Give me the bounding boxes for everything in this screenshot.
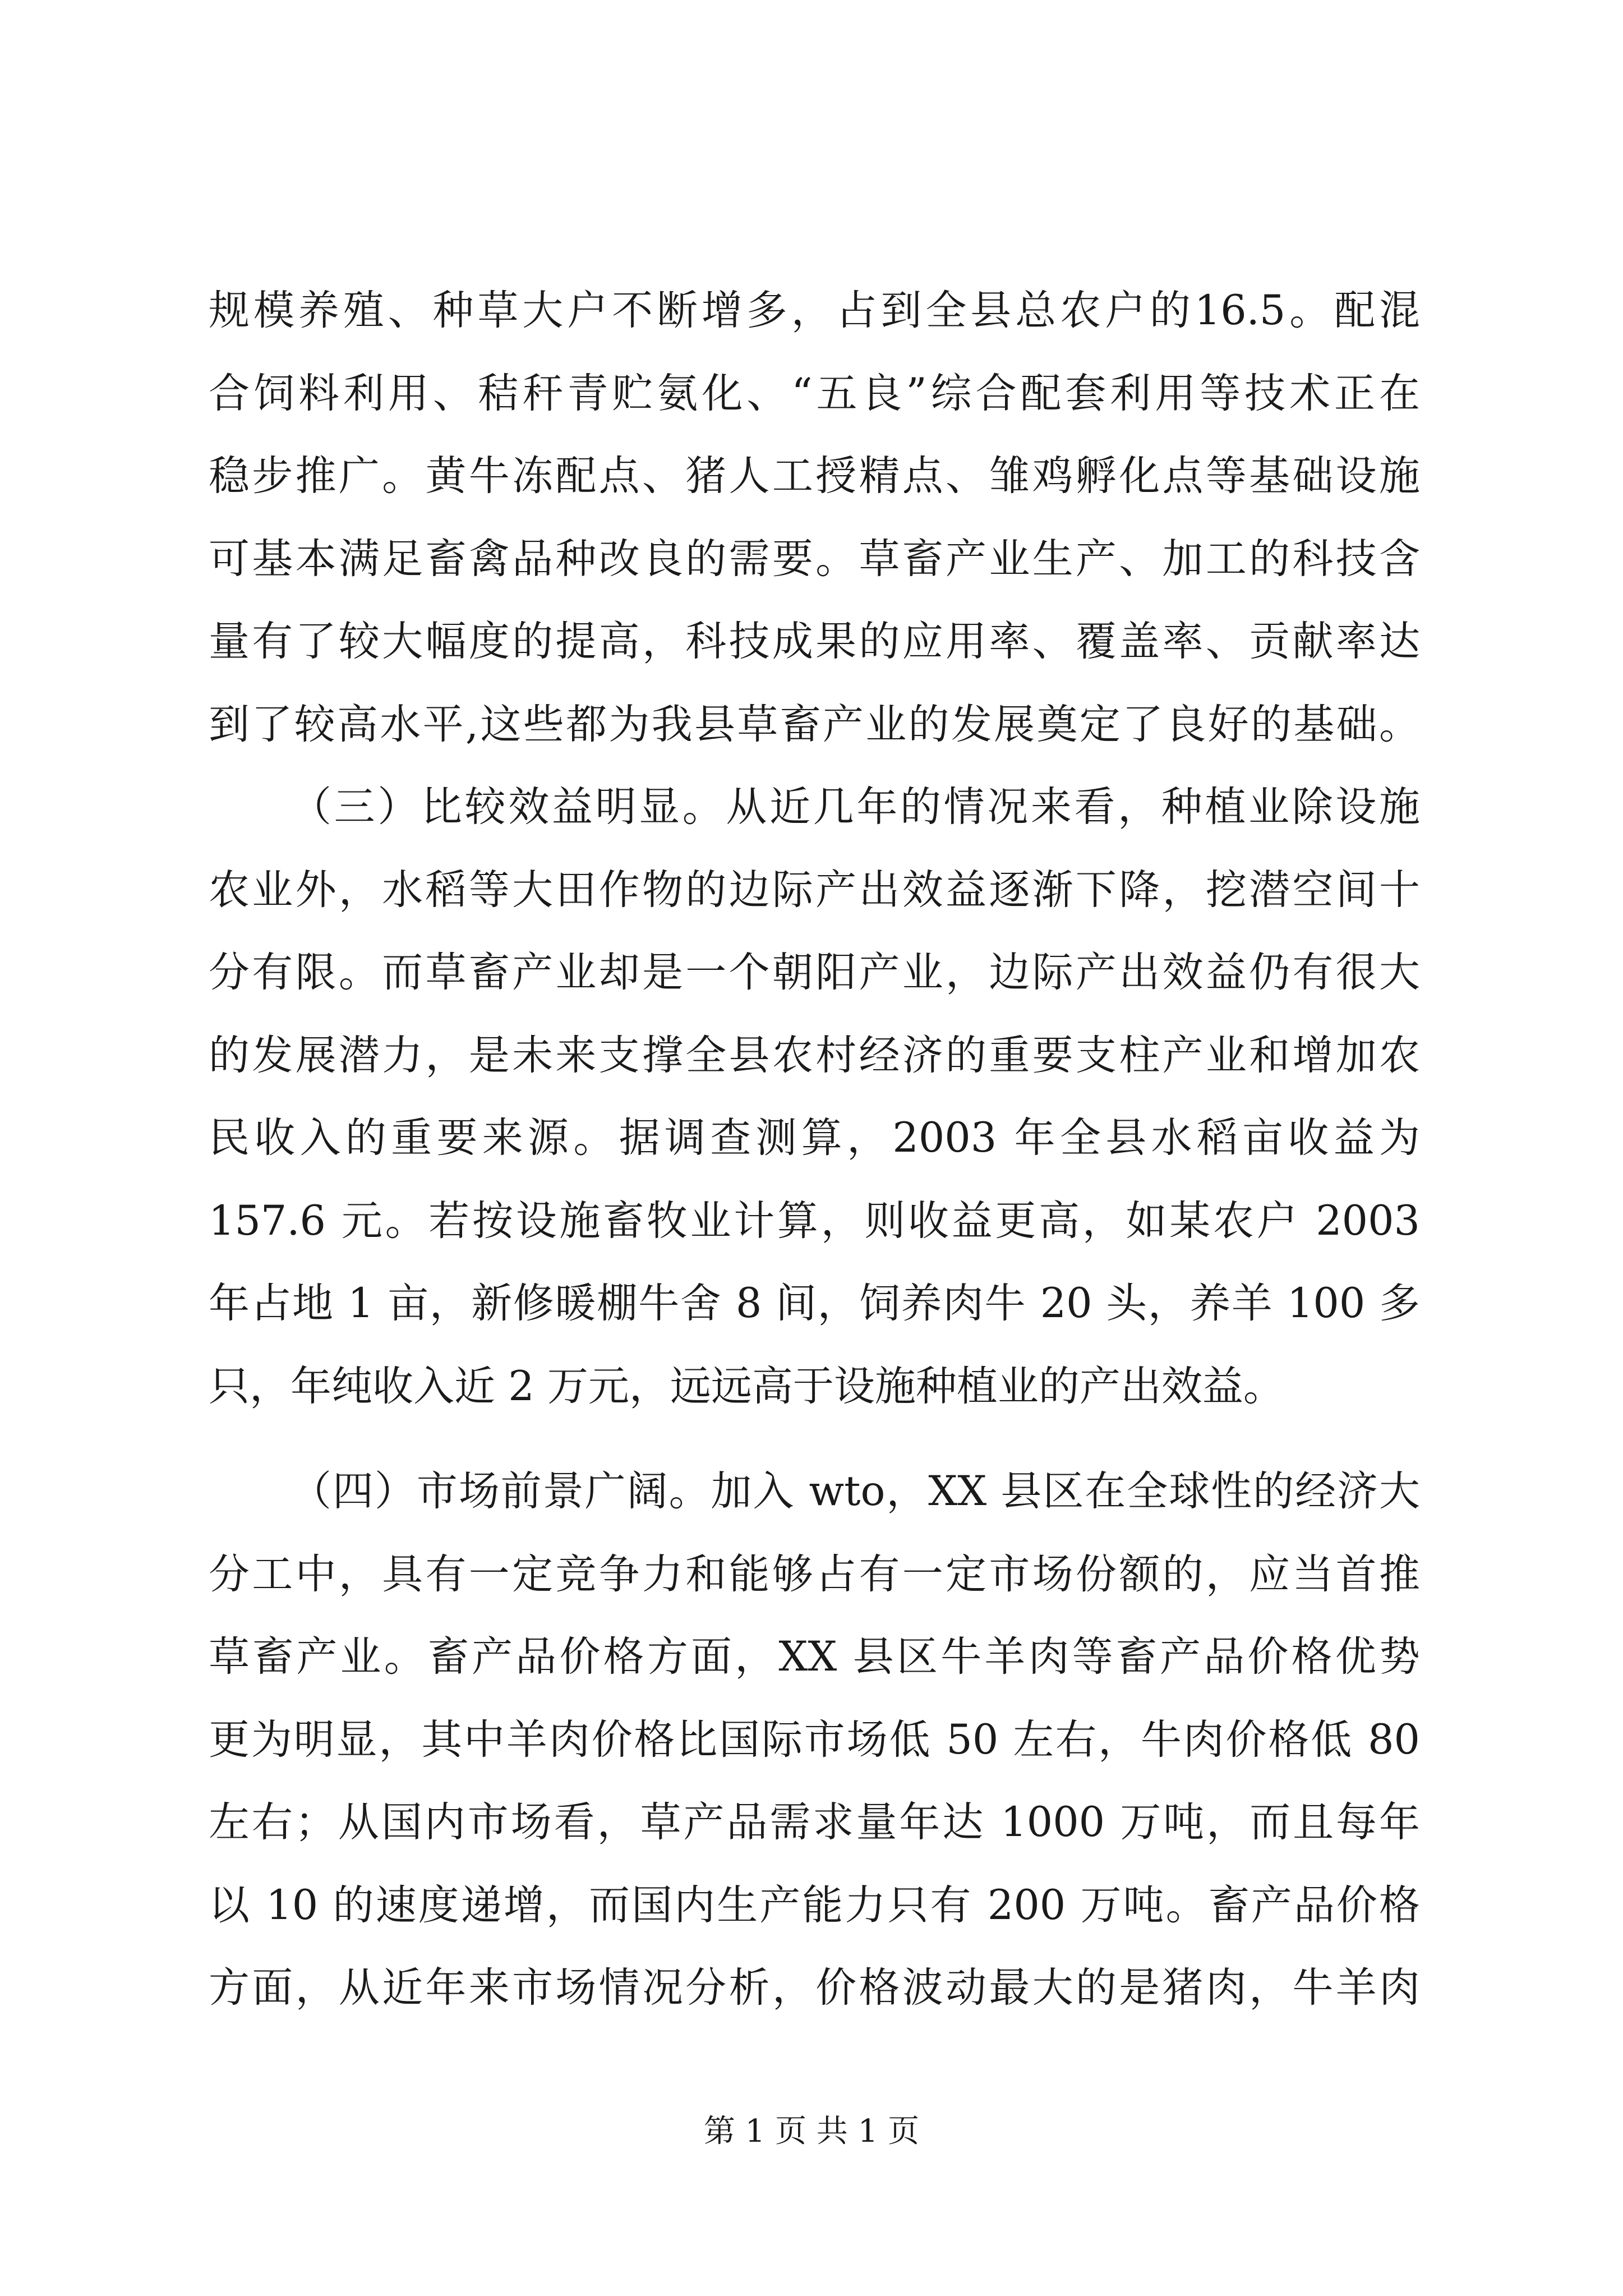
text-line: 分有限。而草畜产业却是一个朝阳产业，边际产出效益仍有很大 bbox=[209, 949, 1420, 996]
text-line: 157.6 元。若按设施畜牧业计算，则收益更高，如某农户 2003 bbox=[209, 1197, 1420, 1245]
text-line: 的发展潜力，是未来支撑全县农村经济的重要支柱产业和增加农 bbox=[209, 1031, 1420, 1079]
text-line: 民收入的重要来源。据调查测算，2003 年全县水稻亩收益为 bbox=[209, 1114, 1420, 1162]
text-line: 到了较高水平,这些都为我县草畜产业的发展奠定了良好的基础。 bbox=[209, 700, 1420, 748]
text-line: 分工中，具有一定竞争力和能够占有一定市场份额的，应当首推 bbox=[209, 1550, 1420, 1598]
paragraph-heading-three: （三）比较效益明显。从近几年的情况来看，种植业除设施 bbox=[291, 783, 1420, 831]
text-line: 规模养殖、种草大户不断增多，占到全县总农户的16.5。配混 bbox=[209, 287, 1420, 334]
text-line: 左右；从国内市场看，草产品需求量年达 1000 万吨，而且每年 bbox=[209, 1798, 1420, 1846]
page-footer: 第 1 页 共 1 页 bbox=[703, 2113, 920, 2150]
text-line: 更为明显，其中羊肉价格比国际市场低 50 左右，牛肉价格低 80 bbox=[209, 1715, 1420, 1764]
text-line: 量有了较大幅度的提高，科技成果的应用率、覆盖率、贡献率达 bbox=[209, 618, 1420, 665]
text-line: 可基本满足畜禽品种改良的需要。草畜产业生产、加工的科技含 bbox=[209, 535, 1420, 583]
paragraph-spacer bbox=[209, 1428, 1420, 1450]
text-line: 方面，从近年来市场情况分析，价格波动最大的是猪肉，牛羊肉 bbox=[209, 1964, 1420, 2012]
body-text bbox=[209, 269, 1420, 2030]
text-line: 农业外，水稻等大田作物的边际产出效益逐渐下降，挖潜空间十 bbox=[209, 866, 1420, 914]
text-line: 年占地 1 亩，新修暖棚牛舍 8 间，饲养肉牛 20 头，养羊 100 多 bbox=[209, 1280, 1420, 1327]
text-line: 以 10 的速度递增，而国内生产能力只有 200 万吨。畜产品价格 bbox=[209, 1881, 1420, 1929]
text-line: 稳步推广。黄牛冻配点、猪人工授精点、雏鸡孵化点等基础设施 bbox=[209, 452, 1420, 500]
text-line: 草畜产业。畜产品价格方面，XX 县区牛羊肉等畜产品价格优势 bbox=[209, 1633, 1420, 1681]
paragraph-heading-four: （四）市场前景广阔。加入 wto，XX 县区在全球性的经济大 bbox=[291, 1467, 1420, 1515]
text-line: 合饲料利用、秸秆青贮氨化、“五良”综合配套利用等技术正在 bbox=[209, 369, 1420, 417]
text-line: 只，年纯收入近 2 万元，远远高于设施种植业的产出效益。 bbox=[209, 1362, 1284, 1410]
